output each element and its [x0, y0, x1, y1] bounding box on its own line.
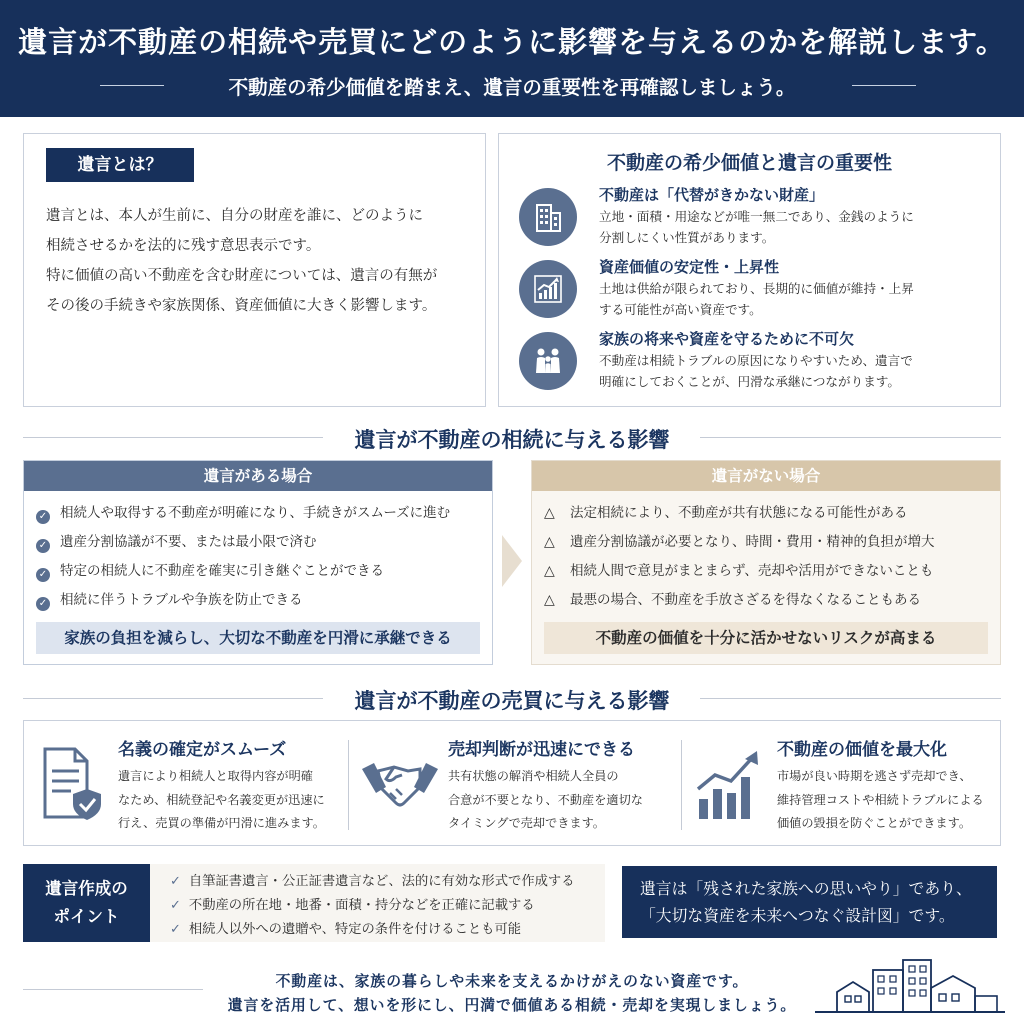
without-will-item	[544, 590, 921, 610]
points-label-line: 遺言作成の	[45, 879, 128, 898]
points-label-line: ポイント	[53, 907, 120, 926]
item-text: 相続に伴うトラブルや争族を防止できる	[60, 592, 303, 608]
building-icon	[519, 188, 577, 246]
warning-triangle-icon: △	[544, 505, 555, 521]
desc-line: 共有状態の解消や相続人全員の	[448, 769, 619, 783]
scarcity-item-desc	[599, 206, 914, 248]
desc-line: 価値の毀損を防ぐことができます。	[777, 816, 972, 830]
bar-growth-icon	[695, 749, 765, 821]
with-will-item	[36, 561, 384, 581]
check-icon: ✓	[170, 922, 181, 937]
check-circle-icon: ✓	[36, 568, 50, 582]
sale-column	[685, 725, 1001, 843]
growth-chart-icon	[519, 260, 577, 318]
document-shield-icon	[41, 747, 103, 823]
check-circle-icon: ✓	[36, 597, 50, 611]
houses-illustration-icon	[815, 956, 1005, 1016]
warning-triangle-icon: △	[544, 534, 555, 550]
page-header	[0, 0, 1024, 117]
point-item	[170, 894, 535, 913]
points-label	[23, 864, 150, 942]
warning-triangle-icon: △	[544, 563, 555, 579]
point-text: 相続人以外への遺贈や、特定の条件を付けることも可能	[188, 922, 522, 937]
with-will-item	[36, 532, 317, 552]
desc-line: 明確にしておくことが、円滑な承継につながります。	[599, 374, 900, 389]
scarcity-item	[519, 328, 989, 392]
intro-line: その後の手続きや家族関係、資産価値に大きく影響します。	[46, 298, 437, 314]
scarcity-item-desc	[599, 350, 913, 392]
column-divider	[348, 740, 349, 830]
item-text: 遺産分割協議が必要となり、時間・費用・精神的負担が増大	[570, 534, 935, 550]
point-item	[170, 870, 575, 889]
item-text: 相続人や取得する不動産が明確になり、手続きがスムーズに進む	[60, 505, 451, 521]
scarcity-item-title: 家族の将来や資産を守るために不可欠	[599, 330, 855, 348]
point-text: 自筆証書遺言・公正証書遺言など、法的に有効な形式で作成する	[188, 874, 575, 889]
quote-line: 遺言は「残された家族への思いやり」であり、	[640, 879, 972, 898]
without-will-item	[544, 532, 935, 552]
intro-line: 特に価値の高い不動産を含む財産については、遺言の有無が	[46, 268, 438, 284]
inheritance-title: 遺言が不動産の相続に与える影響	[354, 428, 670, 452]
with-will-summary: 家族の負担を減らし、大切な不動産を円滑に承継できる	[36, 622, 480, 654]
intro-box	[23, 133, 486, 407]
sale-column-desc	[777, 765, 984, 836]
desc-line: 土地は供給が限られており、長期的に価値が維持・上昇	[599, 281, 914, 296]
sale-column-desc	[448, 765, 643, 836]
scarcity-item-title: 不動産は「代替がきかない財産」	[599, 186, 825, 204]
footer-line: 不動産は、家族の暮らしや未来を支えるかけがえのない資産です。	[275, 973, 749, 990]
desc-line: 行え、売買の準備が円滑に進みます。	[118, 816, 325, 830]
with-will-panel	[23, 460, 493, 665]
sale-column-desc	[118, 765, 325, 836]
sale-column-title: 不動産の価値を最大化	[777, 740, 947, 760]
check-circle-icon: ✓	[36, 510, 50, 524]
desc-line: する可能性が高い資産です。	[599, 302, 762, 317]
arrow-right-icon	[500, 535, 524, 587]
check-icon: ✓	[170, 874, 181, 889]
desc-line: 不動産は相続トラブルの原因になりやすいため、遺言で	[599, 353, 913, 368]
section-rule-right	[700, 698, 1001, 699]
with-will-item	[36, 590, 302, 610]
sale-column-title: 売却判断が迅速にできる	[448, 740, 635, 760]
item-text: 法定相続により、不動産が共有状態になる可能性がある	[570, 505, 908, 521]
page-title: 遺言が不動産の相続や売買にどのように影響を与えるのかを解説します。	[18, 25, 1006, 59]
without-will-item	[544, 503, 908, 523]
page-subtitle: 不動産の希少価値を踏まえ、遺言の重要性を再確認しましょう。	[228, 76, 796, 99]
sale-column-title: 名義の確定がスムーズ	[118, 740, 287, 760]
intro-text	[46, 201, 437, 321]
without-will-heading: 遺言がない場合	[532, 461, 1000, 491]
desc-line: 維持管理コストや相続トラブルによる	[777, 792, 984, 807]
subtitle-rule-right	[852, 85, 916, 86]
desc-line: 立地・面積・用途などが唯一無二であり、金銭のように	[599, 209, 914, 224]
desc-line: 分割しにくい性質があります。	[599, 230, 775, 245]
scarcity-item-title: 資産価値の安定性・上昇性	[599, 258, 780, 276]
desc-line: なため、相続登記や名義変更が迅速に	[118, 792, 325, 807]
warning-triangle-icon: △	[544, 592, 555, 608]
intro-label: 遺言とは？	[46, 148, 194, 182]
footer-line: 遺言を活用して、想いを形にし、円満で価値ある相続・売却を実現しましょう。	[227, 997, 797, 1014]
with-will-heading: 遺言がある場合	[24, 461, 492, 491]
scarcity-item-desc	[599, 278, 914, 320]
desc-line: 市場が良い時期を逃さず売却でき、	[777, 769, 972, 783]
item-text: 相続人間で意見がまとまらず、売却や活用ができないことも	[570, 563, 934, 579]
check-circle-icon: ✓	[36, 539, 50, 553]
column-divider	[681, 740, 682, 830]
desc-line: タイミングで売却できます。	[448, 816, 605, 830]
item-text: 特定の相続人に不動産を確実に引き継ぐことができる	[60, 563, 384, 579]
sale-column	[352, 725, 677, 843]
without-will-panel	[531, 460, 1001, 665]
scarcity-item	[519, 184, 989, 248]
quote-line: 「大切な資産を未来へつなぐ設計図」です。	[640, 906, 955, 925]
quote-box	[622, 866, 997, 938]
scarcity-title: 不動産の希少価値と遺言の重要性	[606, 152, 892, 174]
scarcity-box	[498, 133, 1001, 407]
check-icon: ✓	[170, 898, 181, 913]
without-will-item	[544, 561, 933, 581]
without-will-summary: 不動産の価値を十分に活かせないリスクが高まる	[544, 622, 988, 654]
intro-line: 遺言とは、本人が生前に、自分の財産を誰に、どのように	[46, 208, 423, 224]
desc-line: 遺言により相続人と取得内容が明確	[118, 769, 313, 783]
point-item	[170, 918, 521, 937]
handshake-icon	[360, 759, 440, 811]
section-rule-right	[700, 437, 1001, 438]
item-text: 最悪の場合、不動産を手放さざるを得なくなることもある	[570, 592, 921, 608]
item-text: 遺産分割協議が不要、または最小限で済む	[60, 534, 317, 550]
family-icon	[519, 332, 577, 390]
point-text: 不動産の所在地・地番・面積・持分などを正確に記載する	[188, 898, 535, 913]
with-will-item	[36, 503, 450, 523]
sale-title: 遺言が不動産の売買に与える影響	[354, 689, 670, 713]
desc-line: 合意が不要となり、不動産を適切な	[448, 792, 643, 807]
scarcity-item	[519, 256, 989, 320]
intro-line: 相続させるかを法的に残す意思表示です。	[46, 238, 321, 254]
sale-column	[23, 725, 343, 843]
